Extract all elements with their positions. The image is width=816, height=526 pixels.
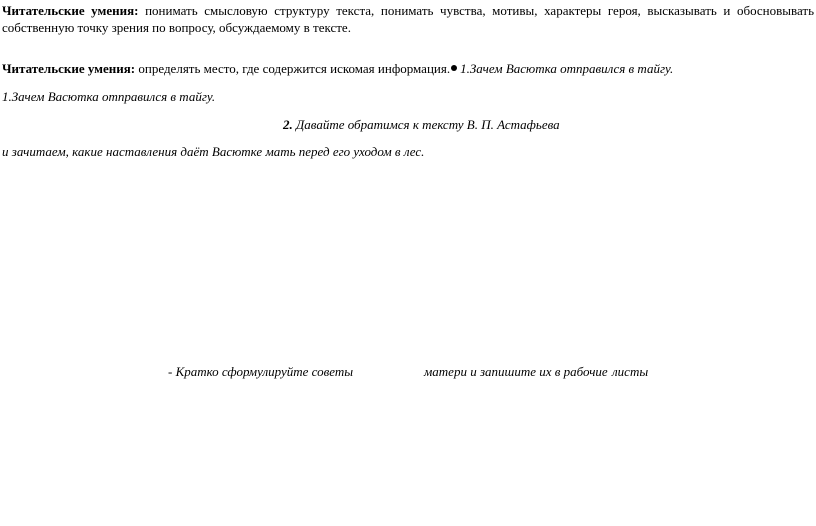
question-1: 1.Зачем Васютка отправился в тайгу. [2,89,216,104]
reading-skills-text-1: понимать смысловую структуру текста, понимать чувства, мотивы, характеры героя, высказывать и обосновывать собственную точку зрения по вопросу, обсуждаемому в тексте. [2,3,814,35]
final-task-part-1: - Кратко сформулируйте советы [168,364,354,379]
task-2-continuation: и зачитаем, какие наставления даёт Васютке мать перед его уходом в лес. [2,144,425,159]
reading-skills-label-1: Читательские умения: [2,3,139,18]
reading-skills-text-2: определять место, где содержится искомая информация. [135,61,451,76]
final-task-part-2: матери и запишите их в рабочие [424,364,608,379]
task-2-text: Давайте обратимся к тексту В. П. Астафьева [292,117,560,132]
bullet-question: 1.Зачем Васютка отправился в тайгу. [460,61,674,76]
final-task-part-3: листы [612,364,649,379]
reading-skills-paragraph-2 [2,60,673,77]
reading-skills-label-2: Читательские умения: [2,61,136,76]
reading-skills-paragraph-1 [2,2,814,36]
bullet-icon [451,65,457,71]
task-2-heading [283,116,560,133]
task-2-number: 2. [283,117,293,132]
